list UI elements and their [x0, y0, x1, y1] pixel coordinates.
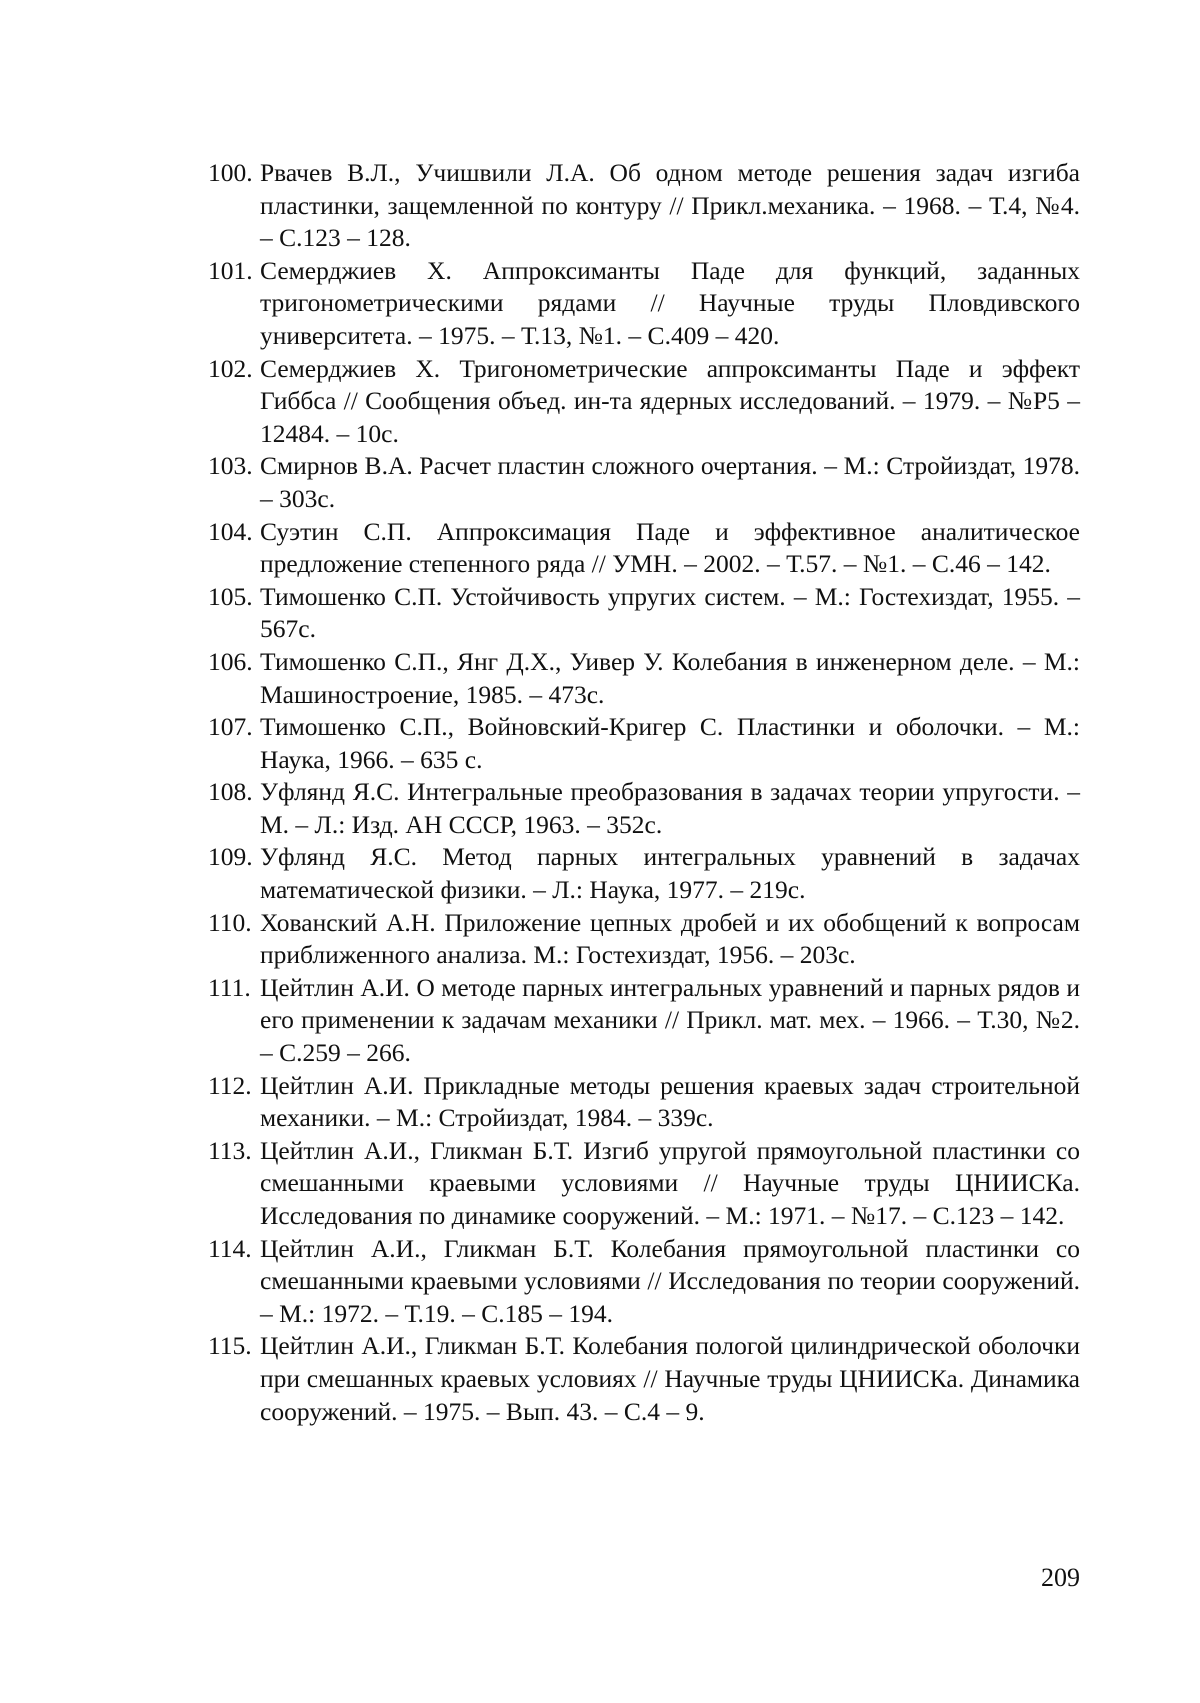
reference-text: Цейтлин А.И., Гликман Б.Т. Колебания прямоугольной пластинки со смешанными краевыми условиями // Исследования по теории сооружений. – М.: 1972. – Т.19. – С.185 – 194.: [260, 1233, 1080, 1328]
reference-item: [208, 450, 1080, 515]
reference-text: Тимошенко С.П., Войновский-Кригер С. Пластинки и оболочки. – М.: Наука, 1966. – 635 с.: [260, 712, 1080, 774]
reference-item: [208, 907, 1080, 972]
reference-text: Уфлянд Я.С. Интегральные преобразования в задачах теории упругости. – М. – Л.: Изд. АН СССР, 1963. – 352с.: [260, 777, 1080, 839]
reference-item: [208, 255, 1080, 353]
reference-number: 103.: [208, 451, 253, 481]
reference-item: [208, 1233, 1080, 1331]
reference-number: 107.: [208, 712, 253, 742]
reference-number: 101.: [208, 255, 253, 285]
reference-text: Хованский А.Н. Приложение цепных дробей и их обобщений к вопросам приближенного анализа. М.: Гостехиздат, 1956. – 203с.: [260, 907, 1080, 970]
reference-text: Цейтлин А.И. О методе парных интегральных уравнений и парных рядов и его применении к задачам механики // Прикл. мат. мех. – 1966. – Т.30, №2. – С.259 – 266.: [260, 972, 1080, 1068]
reference-item: [208, 1070, 1080, 1135]
reference-number: 110.: [208, 907, 252, 937]
reference-number: 109.: [208, 842, 253, 872]
reference-number: 111.: [208, 972, 251, 1002]
reference-text: Суэтин С.П. Аппроксимация Паде и эффективное аналитическое предложение степенного ряда // УМН. – 2002. – Т.57. – №1. – С.46 – 142.: [260, 516, 1080, 579]
reference-item: [208, 581, 1080, 646]
reference-text: Цейтлин А.И., Гликман Б.Т. Колебания пологой цилиндрической оболочки при смешанных краевых условиях // Научные труды ЦНИИСКа. Динамика сооружений. – 1975. – Вып. 43. – С.4 – 9.: [260, 1331, 1080, 1426]
reference-number: 113.: [208, 1135, 252, 1165]
reference-text: Семерджиев Х. Тригонометрические аппроксиманты Паде и эффект Гиббса // Сообщения объед. ин-та ядерных исследований. – 1979. – №Р5 – 12484. – 10с.: [260, 353, 1080, 448]
reference-text: Цейтлин А.И., Гликман Б.Т. Изгиб упругой прямоугольной пластинки со смешанными краевыми условиями // Научные труды ЦНИИСКа. Исследования по динамике сооружений. – М.: 1971. – №17. – С.123 – 142.: [260, 1135, 1080, 1230]
reference-text: Рвачев В.Л., Учишвили Л.А. Об одном методе решения задач изгиба пластинки, защемленной по контуру // Прикл.механика. – 1968. – Т.4, №4. – С.123 – 128.: [260, 158, 1080, 253]
reference-text: Цейтлин А.И. Прикладные методы решения краевых задач строительной механики. – М.: Стройиздат, 1984. – 339с.: [260, 1070, 1080, 1133]
reference-item: [208, 776, 1080, 841]
reference-number: 105.: [208, 581, 253, 611]
page-number: 209: [1041, 1563, 1080, 1592]
reference-text: Семерджиев Х. Аппроксиманты Паде для функций, заданных тригонометрическими рядами // Научные труды Пловдивского университета. – 1975. – Т.13, №1. – С.409 – 420.: [260, 255, 1080, 350]
reference-item: [208, 646, 1080, 711]
reference-item: [208, 841, 1080, 906]
reference-item: [208, 157, 1080, 255]
reference-text: Смирнов В.А. Расчет пластин сложного очертания. – М.: Стройиздат, 1978. – 303с.: [260, 451, 1080, 513]
reference-item: [208, 353, 1080, 451]
reference-number: 114.: [208, 1233, 252, 1263]
reference-item: [208, 972, 1080, 1070]
reference-item: [208, 711, 1080, 776]
reference-list: [208, 157, 1080, 1428]
reference-number: 102.: [208, 353, 253, 383]
reference-text: Тимошенко С.П. Устойчивость упругих систем. – М.: Гостехиздат, 1955. – 567с.: [260, 581, 1080, 644]
reference-item: [208, 1330, 1080, 1428]
reference-number: 108.: [208, 777, 253, 807]
reference-item: [208, 516, 1080, 581]
reference-number: 100.: [208, 158, 253, 187]
reference-text: Уфлянд Я.С. Метод парных интегральных уравнений в задачах математической физики. – Л.: Наука, 1977. – 219с.: [260, 842, 1080, 905]
reference-text: Тимошенко С.П., Янг Д.Х., Уивер У. Колебания в инженерном деле. – М.: Машиностроение, 1985. – 473с.: [260, 646, 1080, 709]
reference-number: 115.: [208, 1331, 252, 1361]
reference-number: 112.: [208, 1070, 252, 1100]
reference-item: [208, 1135, 1080, 1233]
reference-number: 106.: [208, 646, 253, 676]
reference-number: 104.: [208, 516, 253, 546]
